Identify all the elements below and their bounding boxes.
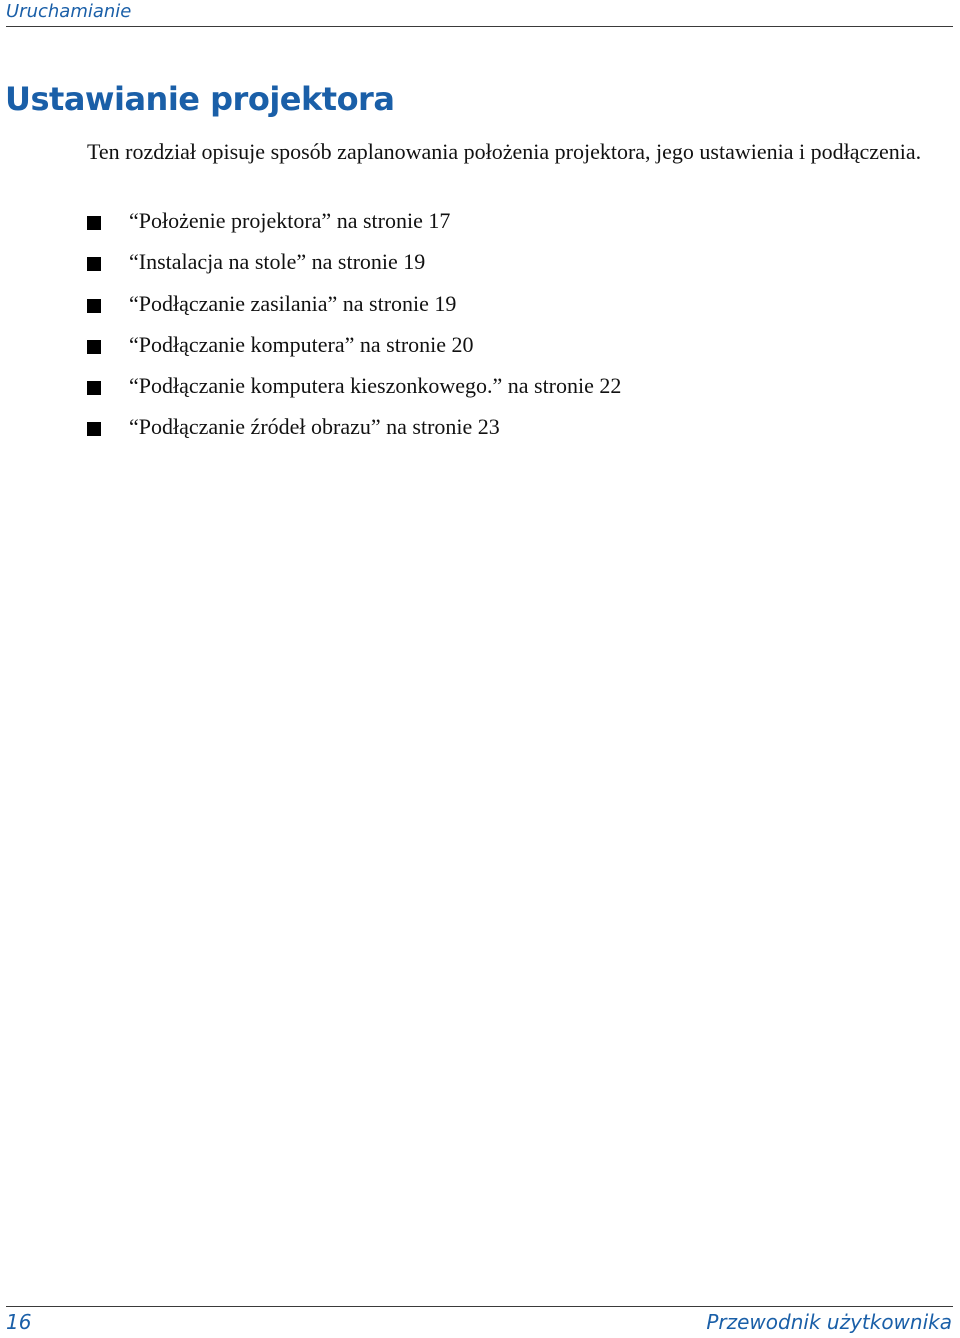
square-bullet-icon	[87, 299, 101, 313]
square-bullet-icon	[87, 422, 101, 436]
square-bullet-icon	[87, 257, 101, 271]
toc-link-podlaczanie-zrodel-obrazu[interactable]: “Podłączanie źródeł obrazu” na stronie 23	[129, 414, 500, 440]
toc-link-instalacja-na-stole[interactable]: “Instalacja na stole” na stronie 19	[129, 249, 426, 275]
toc-link-podlaczanie-komputera[interactable]: “Podłączanie komputera” na stronie 20	[129, 331, 474, 357]
header-divider	[6, 26, 953, 27]
running-header: Uruchamianie	[6, 1, 132, 22]
intro-paragraph: Ten rozdział opisuje sposób zaplanowania położenia projektora, jego ustawienia i podłączenia.	[87, 139, 922, 164]
page-number: 16	[6, 1310, 32, 1334]
square-bullet-icon	[87, 340, 101, 354]
square-bullet-icon	[87, 381, 101, 395]
square-bullet-icon	[87, 216, 101, 230]
toc-link-polozenie-projektora[interactable]: “Położenie projektora” na stronie 17	[129, 208, 451, 233]
guide-name: Przewodnik użytkownika	[706, 1310, 952, 1334]
section-title: Ustawianie projektora	[5, 80, 395, 118]
toc-link-podlaczanie-zasilania[interactable]: “Podłączanie zasilania” na stronie 19	[129, 290, 457, 316]
toc-link-podlaczanie-komputera-kieszonkowego[interactable]: “Podłączanie komputera kieszonkowego.” na stronie 22	[129, 373, 622, 399]
footer-divider	[6, 1306, 953, 1307]
